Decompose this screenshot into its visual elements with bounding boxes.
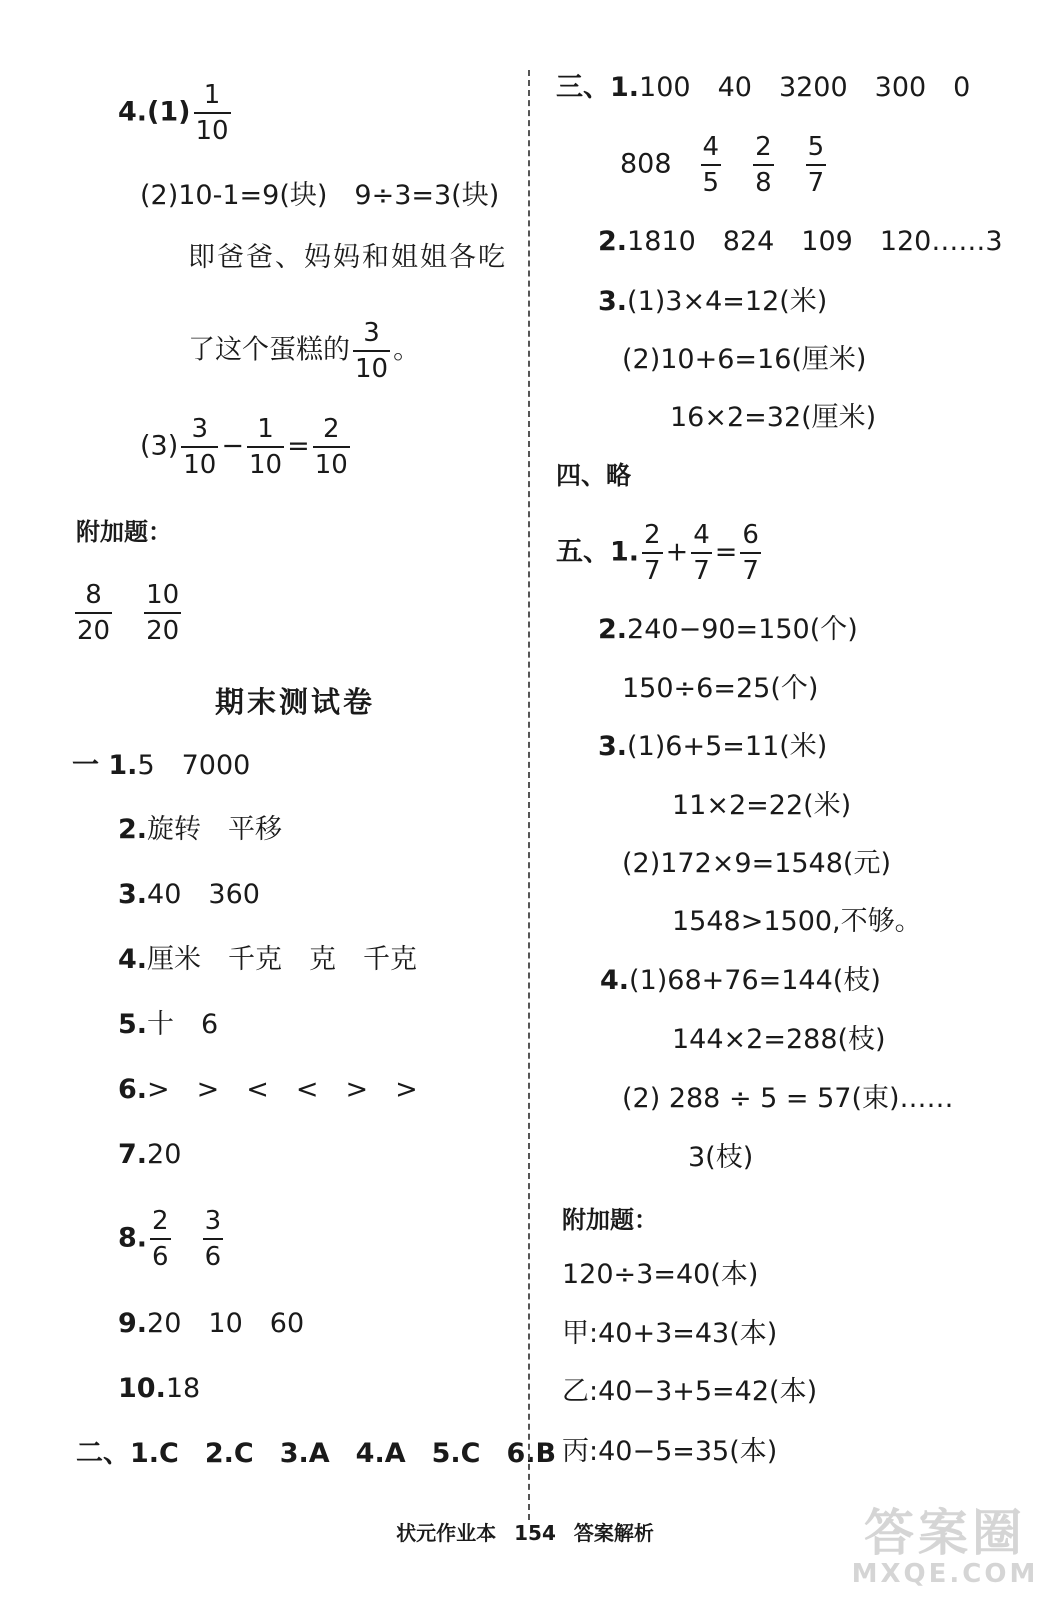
fraction: $\frac{4}{5}$ bbox=[702, 132, 720, 198]
s5-q4-4: 3(枝) bbox=[688, 1142, 754, 1173]
fraction: $\frac{4}{7}$ bbox=[693, 520, 710, 586]
bonus-label-left: 附加题： bbox=[76, 518, 172, 546]
fraction: $\frac{1}{10}$ bbox=[248, 414, 283, 480]
fraction: $\frac{2}{6}$ bbox=[152, 1206, 169, 1272]
bonus-right-2: 甲:40+3=43(本) bbox=[562, 1318, 778, 1349]
s2-answers: 二、1.C 2.C 3.A 4.A 5.C 6.B bbox=[76, 1438, 557, 1469]
s3-q3-2: (2)10+6=16(厘米) bbox=[622, 344, 867, 375]
s5-q3-2: 11×2=22(米) bbox=[672, 790, 852, 821]
fraction: $\frac{5}{7}$ bbox=[807, 132, 825, 198]
q4-part2-line2: 即爸爸、妈妈和姐姐各吃 bbox=[188, 242, 507, 273]
s5-q4-1: 4.(1)68+76=144(枝) bbox=[600, 965, 881, 996]
s1-q10: 10.18 bbox=[118, 1373, 201, 1404]
fraction: $\frac{2}{10}$ bbox=[314, 414, 348, 480]
fraction: $\frac{3}{6}$ bbox=[204, 1206, 222, 1272]
s5-q4-3: (2) 288 ÷ 5 = 57(束)…… bbox=[622, 1083, 954, 1114]
s4: 四、略 bbox=[556, 461, 632, 490]
fraction: $\frac{3}{10}$ bbox=[183, 414, 217, 480]
s5-q2-2: 150÷6=25(个) bbox=[622, 673, 819, 704]
fraction: $\frac{8}{20}$ bbox=[77, 580, 111, 646]
bonus-answer-left bbox=[72, 580, 184, 646]
s1-q3: 3.40 360 bbox=[118, 879, 260, 910]
s1-q8: 8. $\frac{2}{6}$ $\frac{3}{6}$ bbox=[118, 1206, 222, 1272]
bonus-right-3: 乙:40−3+5=42(本) bbox=[562, 1376, 818, 1407]
s3-q1-line1: 三、1.100 40 3200 300 0 bbox=[556, 72, 971, 103]
q4-part3: (3) $\frac{3}{10}$ − $\frac{1}{10}$ = $\frac{2}{10}$ bbox=[140, 414, 348, 480]
s1-q9: 9.20 10 60 bbox=[118, 1308, 305, 1339]
s1-q6: 6.> > < < > > bbox=[118, 1074, 418, 1105]
page-number: 154 bbox=[514, 1521, 556, 1545]
footer-section: 答案解析 bbox=[573, 1521, 654, 1545]
s5-q1: 五、1. $\frac{2}{7}$ + $\frac{4}{7}$ = $\frac{6}{7}$ bbox=[556, 520, 759, 586]
s5-q3-4: 1548>1500,不够。 bbox=[672, 906, 922, 937]
bonus-right-1: 120÷3=40(本) bbox=[562, 1259, 759, 1290]
s3-q2: 2.1810 824 109 120……3 bbox=[598, 226, 1003, 257]
watermark-logo: 答案圈 MXQE.COM bbox=[851, 1504, 1039, 1589]
bonus-right-4: 丙:40−5=35(本) bbox=[562, 1436, 778, 1467]
fraction: $\frac{2}{7}$ bbox=[644, 520, 661, 586]
s3-q3-1: 3.(1)3×4=12(米) bbox=[598, 286, 828, 317]
s1-q2: 2.旋转 平移 bbox=[118, 814, 283, 845]
book-name: 状元作业本 bbox=[396, 1521, 497, 1545]
s1-q4: 4.厘米 千克 克 千克 bbox=[118, 944, 418, 975]
q4-part2: (2)10-1=9(块) 9÷3=3(块) bbox=[140, 180, 500, 211]
fraction: $\frac{3}{10}$ bbox=[355, 318, 389, 384]
q4-prefix: 4.(1) bbox=[118, 96, 191, 128]
fraction: $\frac{10}{20}$ bbox=[146, 580, 180, 646]
s5-q3-3: (2)172×9=1548(元) bbox=[622, 848, 891, 879]
fraction: $\frac{6}{7}$ bbox=[742, 520, 759, 586]
s3-q3-3: 16×2=32(厘米) bbox=[670, 402, 877, 433]
s1-q1: 一 1.5 7000 bbox=[72, 750, 251, 781]
section-title: 期末测试卷 bbox=[214, 685, 375, 719]
s5-q3-1: 3.(1)6+5=11(米) bbox=[598, 731, 828, 762]
s1-q7: 7.20 bbox=[118, 1139, 182, 1170]
q4-part2-line3: 了这个蛋糕的 $\frac{3}{10}$ 。 bbox=[188, 318, 421, 384]
bonus-label-right: 附加题： bbox=[562, 1206, 658, 1234]
fraction: $\frac{1}{10}$ bbox=[195, 80, 229, 146]
column-divider bbox=[528, 70, 530, 1520]
s5-q2-1: 2.240−90=150(个) bbox=[598, 614, 858, 645]
fraction: $\frac{2}{8}$ bbox=[755, 132, 772, 198]
s3-q1-line2: 808 $\frac{4}{5}$ $\frac{2}{8}$ $\frac{5}{7}$ bbox=[620, 132, 825, 198]
s1-q5: 5.十 6 bbox=[118, 1009, 219, 1040]
s5-q4-2: 144×2=288(枝) bbox=[672, 1024, 886, 1055]
q4-part1 bbox=[118, 80, 234, 146]
